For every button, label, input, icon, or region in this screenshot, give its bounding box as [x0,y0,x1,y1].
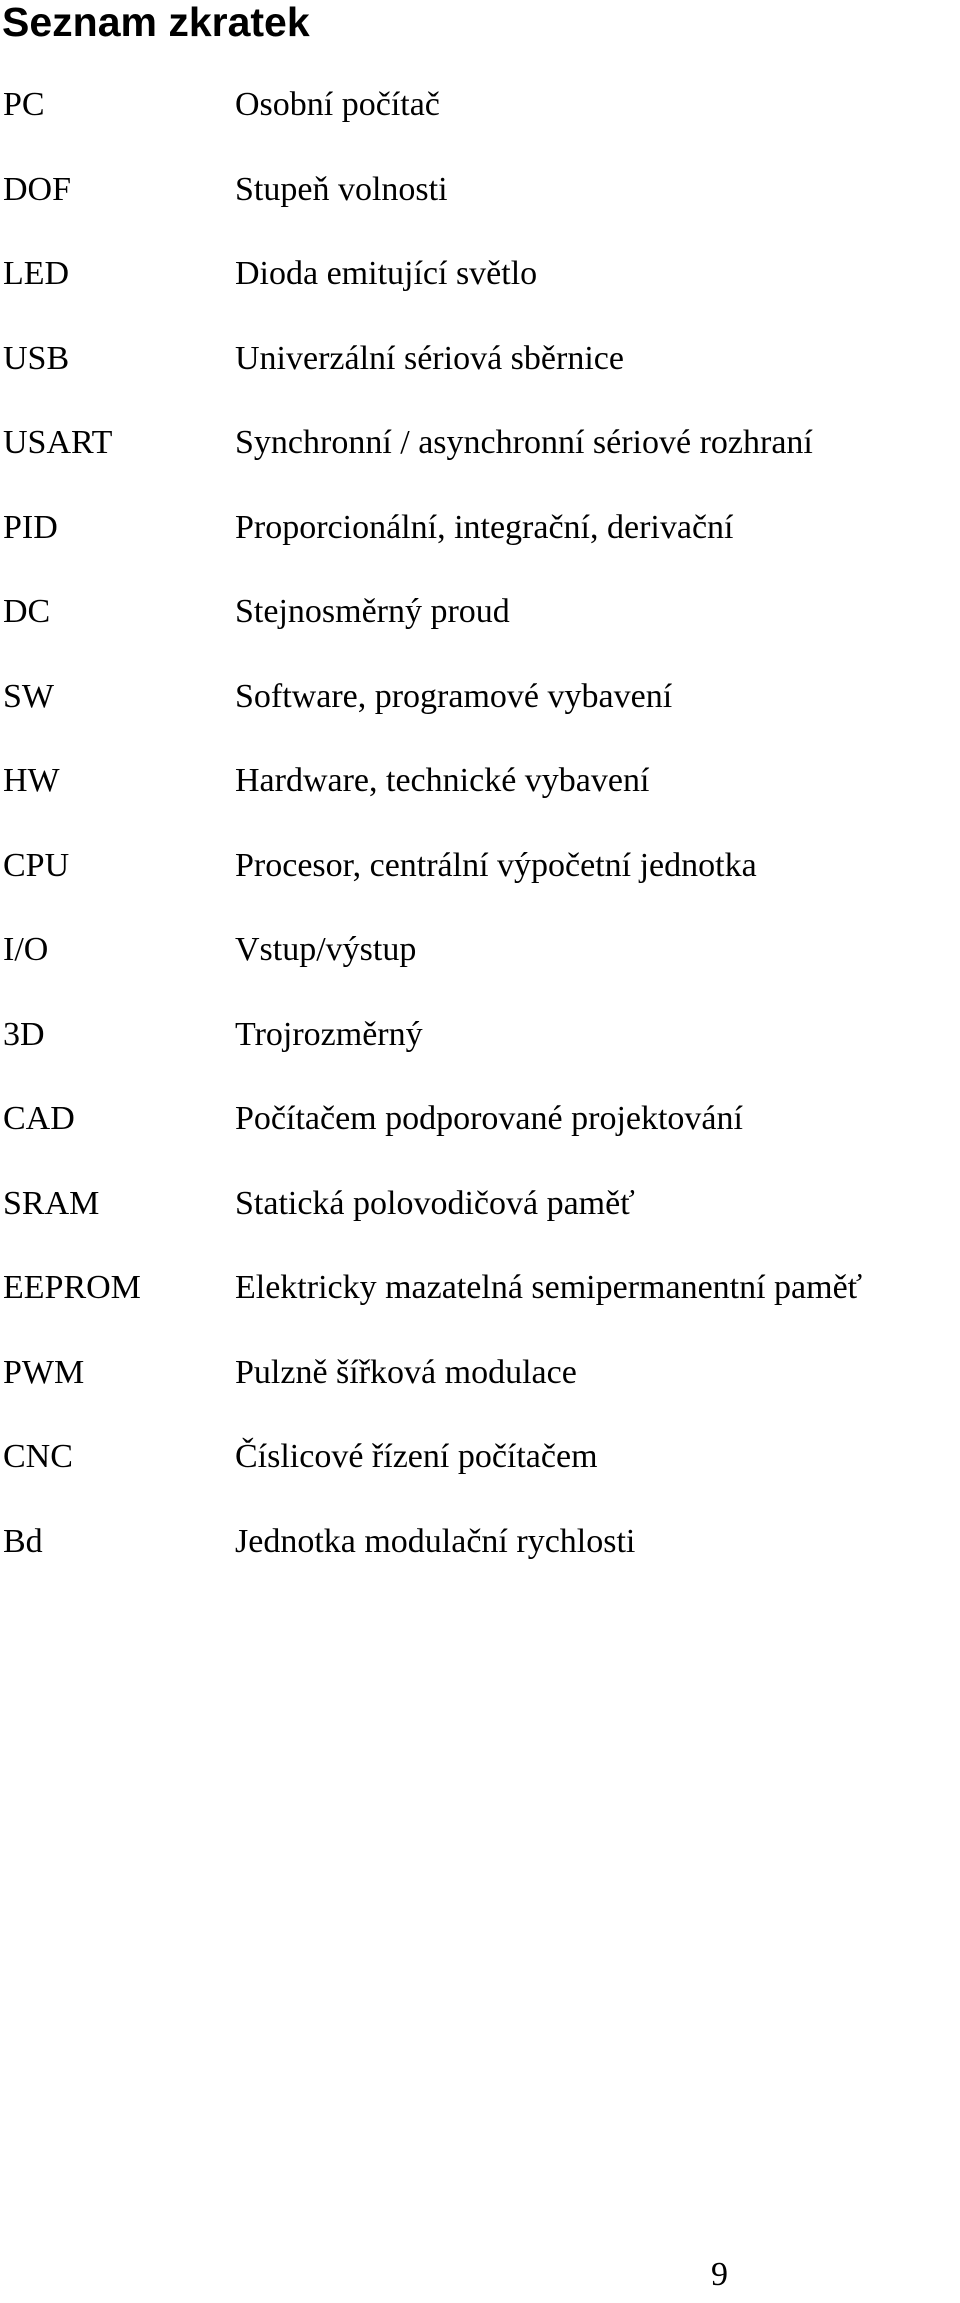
abbreviation-description: Hardware, technické vybavení [235,762,650,799]
abbreviation-description: Stejnosměrný proud [235,593,510,630]
abbreviation-row [0,930,960,1015]
abbreviation-row [0,1015,960,1100]
abbreviation-term: EEPROM [3,1269,141,1306]
abbreviation-description: Vstup/výstup [235,931,417,968]
abbreviation-row [0,170,960,255]
abbreviation-description: Stupeň volnosti [235,170,448,208]
abbreviation-row [0,423,960,508]
abbreviation-term: PWM [3,1353,85,1391]
abbreviation-term: SRAM [3,1184,100,1222]
abbreviation-term: I/O [3,931,49,968]
abbreviation-description: Proporcionální, integrační, derivační [235,508,734,546]
abbreviation-term: PC [3,86,45,123]
abbreviation-description: Pulzně šířková modulace [235,1353,577,1391]
abbreviation-term: LED [3,255,70,292]
abbreviation-term: DC [3,593,51,630]
abbreviation-row [0,254,960,339]
abbreviation-description: Elektricky mazatelná semipermanentní paměť [235,1269,863,1306]
abbreviation-term: SW [3,677,54,715]
abbreviation-description: Trojrozměrný [235,1015,423,1053]
abbreviation-row [0,1437,960,1522]
abbreviation-description: Statická polovodičová paměť [235,1184,635,1222]
page-number: 9 [711,2256,728,2293]
abbreviation-row [0,508,960,593]
abbreviation-description: Software, programové vybavení [235,677,673,715]
abbreviation-term: CAD [3,1100,75,1137]
abbreviation-list [0,85,960,1606]
abbreviation-row [0,1099,960,1184]
abbreviation-row [0,1268,960,1353]
abbreviation-term: Bd [3,1522,43,1560]
abbreviation-description: Číslicové řízení počítačem [235,1438,598,1475]
abbreviation-row [0,1522,960,1607]
abbreviation-description: Dioda emitující světlo [235,255,538,292]
abbreviation-term: HW [3,762,60,799]
abbreviation-row [0,1353,960,1438]
abbreviation-description: Jednotka modulační rychlosti [235,1522,636,1560]
abbreviation-row [0,761,960,846]
abbreviation-row [0,85,960,170]
abbreviation-row [0,677,960,762]
abbreviation-row [0,846,960,931]
abbreviation-term: CNC [3,1438,73,1475]
abbreviation-term: CPU [3,846,70,884]
abbreviation-row [0,339,960,424]
abbreviation-description: Univerzální sériová sběrnice [235,339,624,377]
abbreviation-description: Počítačem podporované projektování [235,1100,743,1137]
abbreviation-term: DOF [3,170,72,208]
abbreviation-row [0,592,960,677]
abbreviation-term: USART [3,424,113,461]
abbreviation-description: Osobní počítač [235,86,440,123]
page-title: Seznam zkratek [2,0,310,45]
abbreviation-row [0,1184,960,1269]
abbreviation-term: USB [3,339,70,377]
abbreviation-term: 3D [3,1015,45,1053]
abbreviation-description: Synchronní / asynchronní sériové rozhraní [235,424,813,461]
abbreviation-description: Procesor, centrální výpočetní jednotka [235,846,757,884]
abbreviation-term: PID [3,508,58,546]
